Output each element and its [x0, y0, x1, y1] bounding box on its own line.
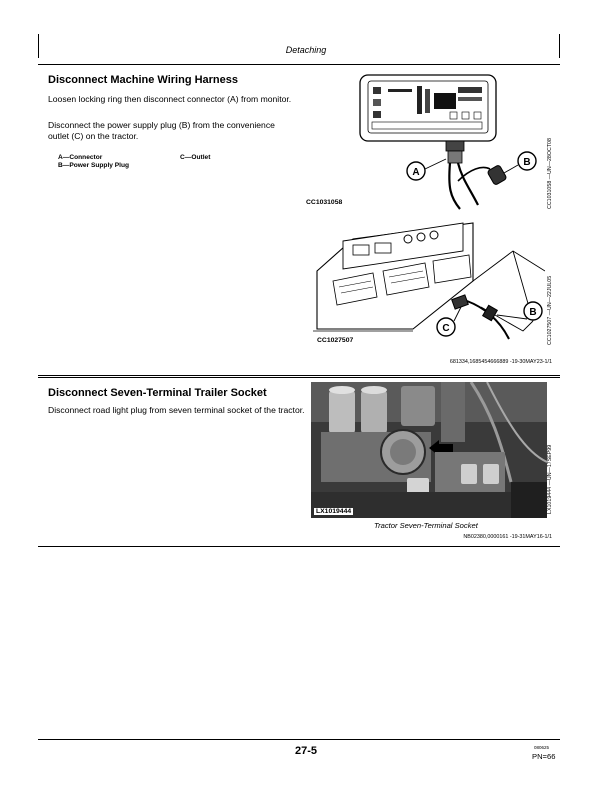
footer-rule — [38, 739, 560, 740]
power-supply-plug — [487, 165, 507, 186]
instruction-text: Loosen locking ring then disconnect connector (A) from monitor. — [48, 94, 292, 104]
page-pn: PN=66 — [532, 752, 556, 761]
tractor-outlet-illustration — [313, 211, 545, 351]
document-reference: NB02380,0000161 -19-31MAY16-1/1 — [463, 534, 552, 540]
section-trailer-socket — [38, 377, 560, 547]
figure-code: CC1031058 — [306, 199, 343, 206]
document-reference: 681334,1685454666889 -19-30MAY23-1/1 — [449, 359, 552, 365]
callout-a-label: A — [412, 167, 420, 178]
callout-c-label: C — [442, 323, 450, 334]
outlet-socket — [452, 295, 469, 309]
figure-side-code: CC1031058 —UN—28OCT08 — [547, 138, 553, 209]
page-header: Detaching — [285, 45, 327, 55]
figure-side-code: LX1019444 —UN—17SEP99 — [547, 444, 553, 514]
instruction-text: Disconnect road light plug from seven terminal socket of the tractor. — [48, 405, 305, 415]
page-number: 27-5 — [294, 745, 318, 757]
section-title: Disconnect Seven-Terminal Trailer Socket — [48, 387, 267, 399]
section-disconnect-harness — [38, 64, 560, 376]
figure-code: LX1019444 — [316, 508, 352, 515]
figure-caption: Tractor Seven-Terminal Socket — [374, 521, 478, 530]
callout-b-label: B — [529, 307, 537, 318]
callout-b-label: B — [523, 157, 531, 168]
legend-item: A—Connector — [58, 154, 103, 161]
figure-code: CC1027507 — [317, 337, 354, 344]
monitor-connector-illustration — [300, 69, 550, 219]
harness-connector — [446, 141, 464, 151]
section-title: Disconnect Machine Wiring Harness — [48, 74, 239, 86]
instruction-text: Disconnect the power supply plug (B) from the convenience outlet (C) on the tractor. — [48, 120, 275, 141]
footer-code: 080625 — [534, 745, 550, 750]
trailer-socket-photo — [311, 382, 547, 518]
legend-item: B—Power Supply Plug — [58, 162, 130, 169]
legend-item: C—Outlet — [180, 154, 211, 161]
figure-side-code: CC1027507 —UN—22JUL05 — [547, 275, 553, 345]
